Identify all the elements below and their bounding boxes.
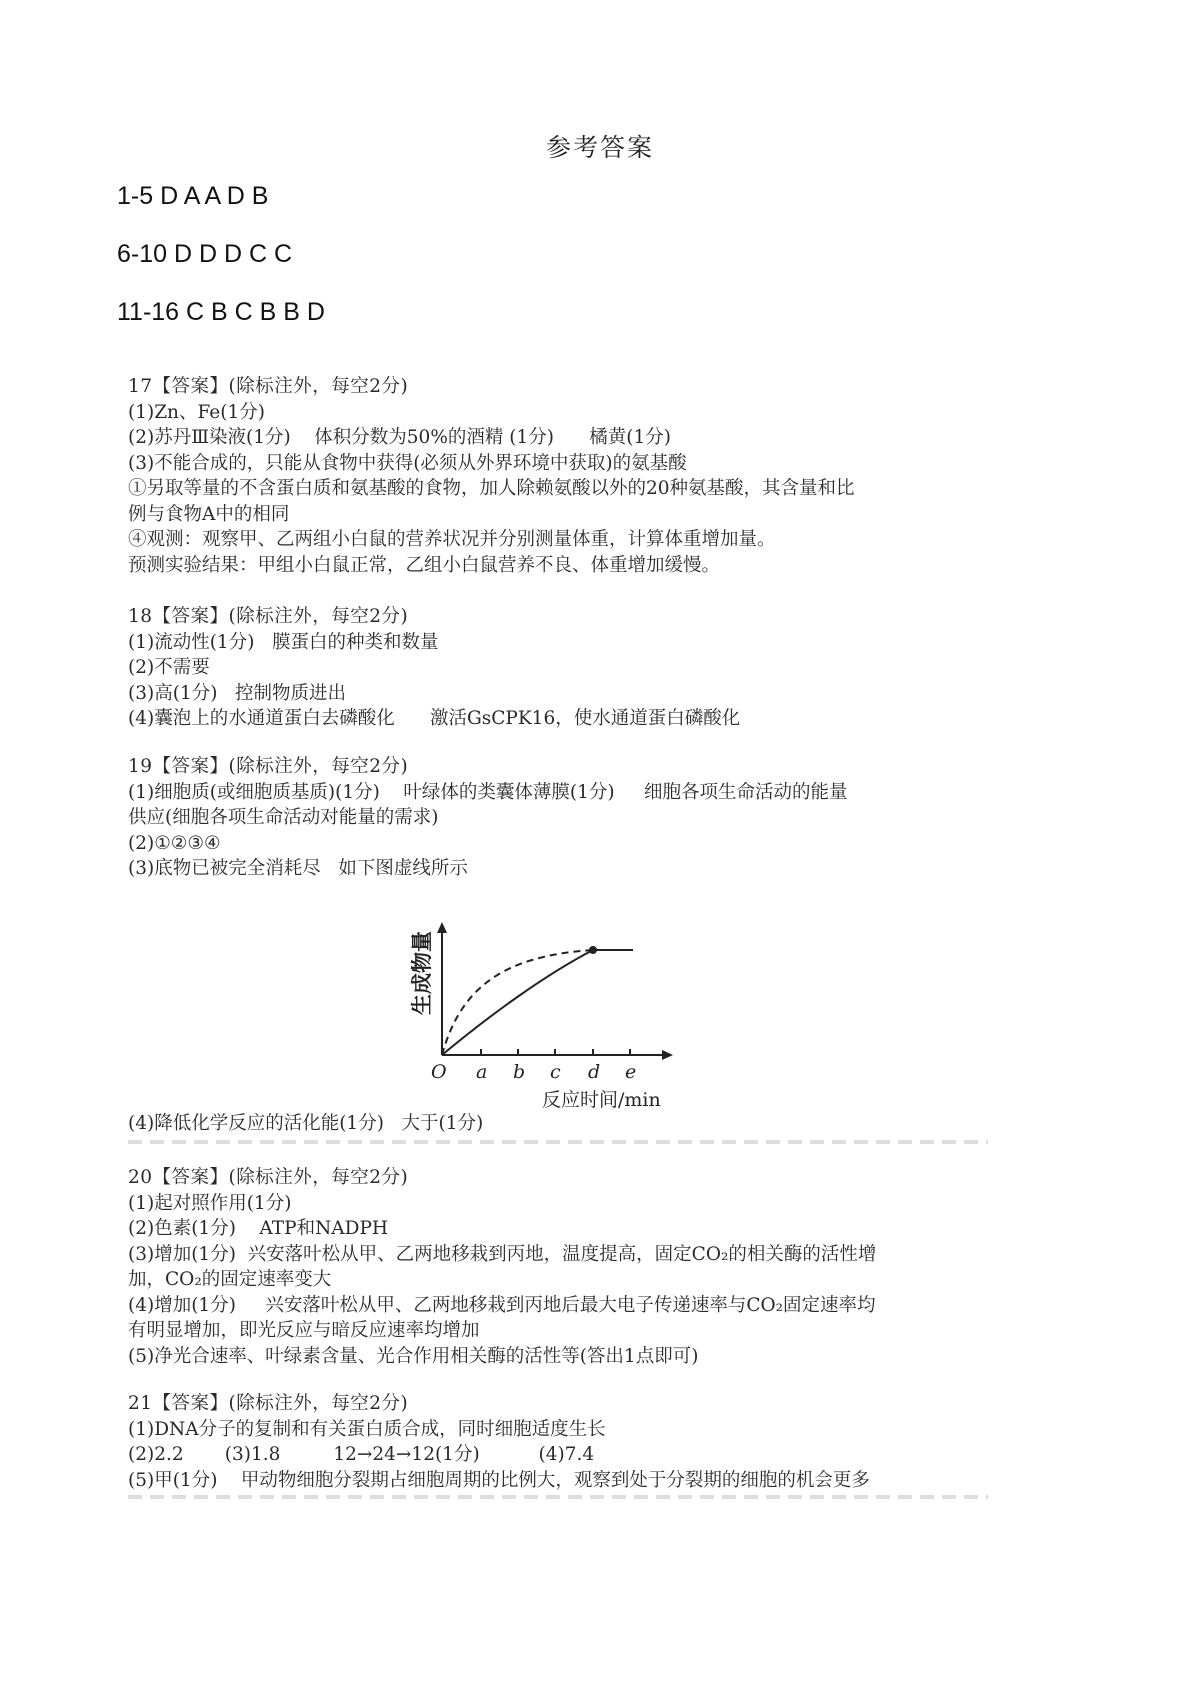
y-axis-label: 生成物量 [409, 931, 434, 1015]
x-axis-label: 反应时间/min [542, 1089, 661, 1111]
tick-label-a: a [476, 1061, 488, 1083]
answer-19-line: 供应(细胞各项生命活动对能量的需求) [128, 807, 439, 828]
answer-20-line: (3)增加(1分) 兴安落叶松从甲、乙两地移栽到丙地，温度提高，固定CO₂的相关酶的活性增 [128, 1243, 877, 1265]
solid-curve [442, 950, 633, 1055]
answer-20-line: (4)增加(1分) 兴安落叶松从甲、乙两地移栽到丙地后最大电子传递速率与CO₂固定速率均 [128, 1294, 876, 1316]
x-axis-arrow [662, 1050, 673, 1060]
answer-17-line: ④观测：观察甲、乙两组小白鼠的营养状况并分别测量体重，计算体重增加量。 [128, 529, 776, 550]
answer-19-part4 [128, 1111, 1028, 1137]
answer-17-line: 例与食物A中的相同 [128, 503, 290, 525]
answer-20-line: (5)净光合速率、叶绿素含量、光合作用相关酶的活性等(答出1点即可) [128, 1345, 699, 1367]
answer-21-line: (2)2.2 (3)1.8 12→24→12(1分) (4)7.4 [128, 1444, 595, 1465]
page-title: 参考答案 [545, 133, 654, 162]
answer-21-line: (5)甲(1分) 甲动物细胞分裂期占细胞周期的比例大，观察到处于分裂期的细胞的机会更多 [128, 1469, 870, 1491]
answer-18 [128, 604, 1028, 732]
answer-17-line: (1)Zn、Fe(1分) [128, 401, 265, 423]
answer-17-heading: 17【答案】(除标注外，每空2分) [128, 376, 409, 397]
tick-label-c: c [550, 1061, 561, 1083]
choice-answers-6-10: 6-10 D D D C C [117, 240, 293, 268]
reaction-graph [405, 920, 725, 1120]
answer-20-line: 加，CO₂的固定速率变大 [128, 1269, 332, 1290]
answer-19-heading: 19【答案】(除标注外，每空2分) [128, 756, 409, 777]
answer-20-line: 有明显增加，即光反应与暗反应速率均增加 [128, 1320, 480, 1341]
choice-answers-11-16: 11-16 C B C B B D [117, 298, 325, 326]
answer-21-heading: 21【答案】(除标注外，每空2分) [128, 1393, 409, 1414]
answer-21 [128, 1391, 1028, 1493]
origin-label: O [431, 1061, 447, 1083]
answer-20 [128, 1165, 1028, 1369]
answer-18-line: (2)不需要 [128, 657, 210, 678]
answer-21-line: (1)DNA分子的复制和有关蛋白质合成，同时细胞适度生长 [128, 1418, 606, 1440]
dashed-curve [442, 950, 593, 1055]
saturation-point [589, 946, 597, 954]
answer-17-line: (2)苏丹Ⅲ染液(1分) 体积分数为50%的酒精 (1分) 橘黄(1分) [128, 427, 671, 448]
answer-18-heading: 18【答案】(除标注外，每空2分) [128, 606, 409, 627]
answer-17-line: 预测实验结果：甲组小白鼠正常，乙组小白鼠营养不良、体重增加缓慢。 [128, 554, 721, 576]
answer-19-line: (4)降低化学反应的活化能(1分) 大于(1分) [128, 1113, 484, 1134]
cutoff-text-line [128, 1495, 988, 1499]
answer-18-line: (4)囊泡上的水通道蛋白去磷酸化 激活GsCPK16，使水通道蛋白磷酸化 [128, 708, 741, 729]
answer-19-line: (2)①②③④ [128, 832, 221, 854]
answer-17 [128, 374, 1028, 578]
answer-19-line: (1)细胞质(或细胞质基质)(1分) 叶绿体的类囊体薄膜(1分) 细胞各项生命活动的能量 [128, 781, 848, 803]
answer-18-line: (1)流动性(1分) 膜蛋白的种类和数量 [128, 631, 439, 653]
cutoff-text-line [128, 1140, 988, 1144]
answer-20-line: (2)色素(1分) ATP和NADPH [128, 1218, 389, 1239]
tick-label-e: e [625, 1061, 637, 1083]
answer-18-line: (3)高(1分) 控制物质进出 [128, 682, 347, 704]
answer-17-line: (3)不能合成的，只能从食物中获得(必须从外界环境中获取)的氨基酸 [128, 452, 687, 474]
answer-20-line: (1)起对照作用(1分) [128, 1192, 292, 1214]
answer-17-line: ①另取等量的不含蛋白质和氨基酸的食物，加人除赖氨酸以外的20种氨基酸，其含量和比 [128, 478, 855, 499]
tick-label-d: d [588, 1061, 601, 1083]
answer-19 [128, 754, 1028, 882]
choice-answers-1-5: 1-5 D A A D B [117, 182, 269, 210]
y-axis-arrow [437, 922, 447, 933]
answer-20-heading: 20【答案】(除标注外，每空2分) [128, 1167, 409, 1188]
answer-19-line: (3)底物已被完全消耗尽 如下图虚线所示 [128, 858, 468, 879]
tick-label-b: b [513, 1061, 526, 1083]
